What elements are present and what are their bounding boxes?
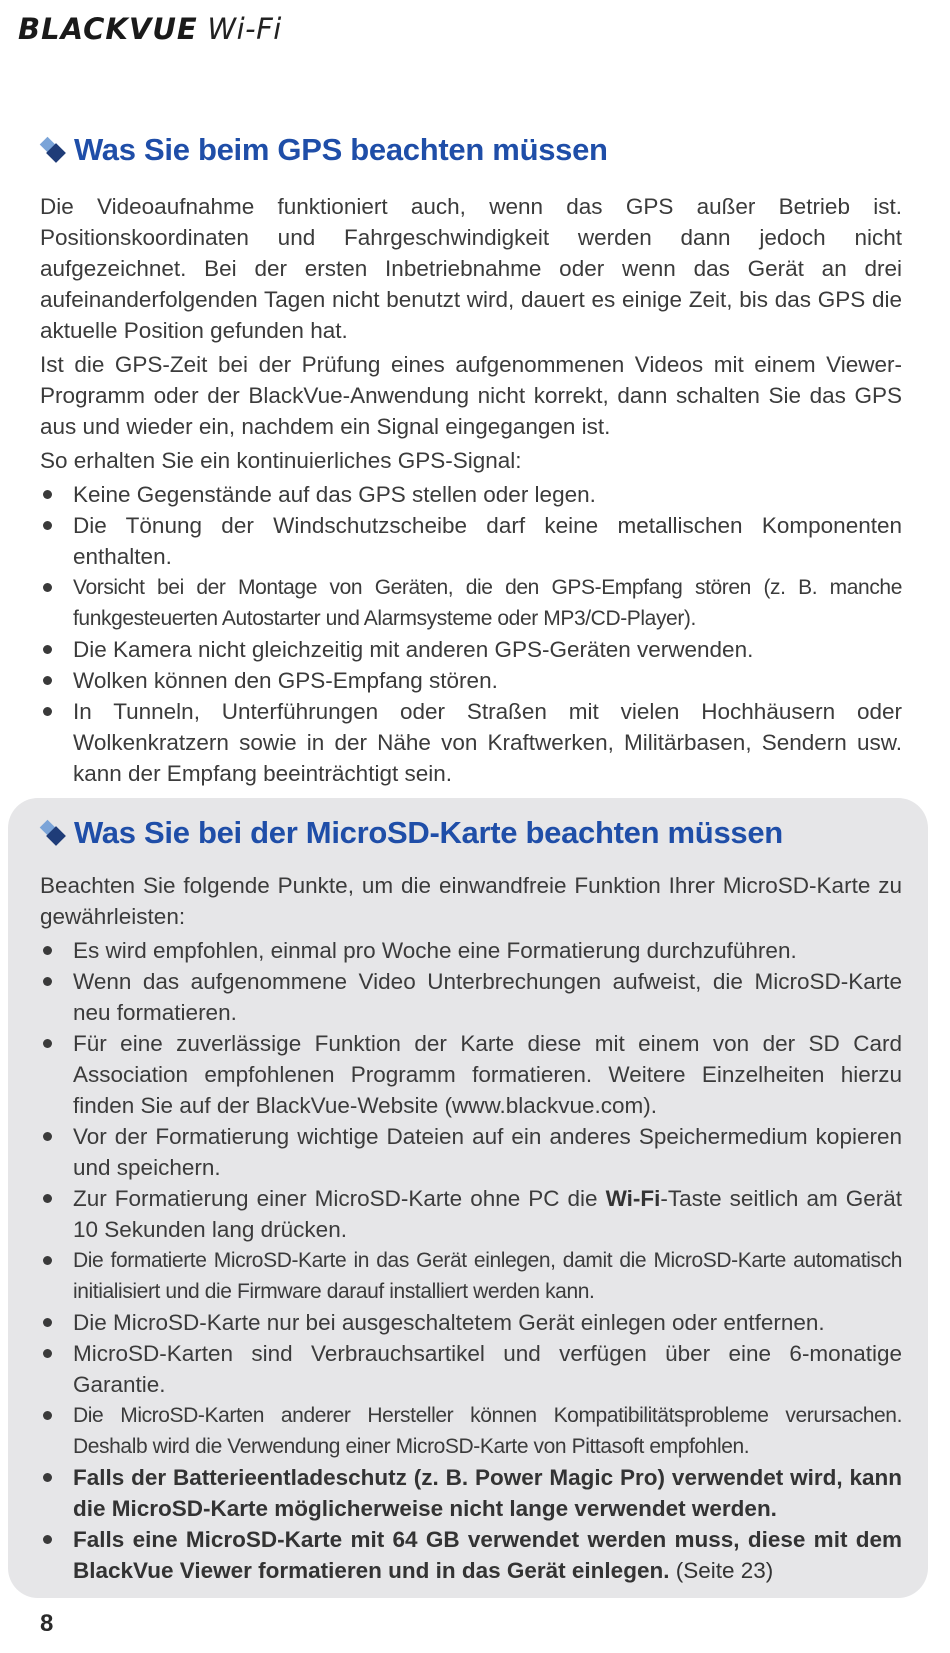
list-item: In Tunneln, Unterführungen oder Straßen mit vielen Hochhäusern oder Wolkenkratzern sowie in der Nähe von Kraftwerken, Militärbasen, Sendern usw. kann der Empfang beeinträchtigt sein. [40, 696, 902, 789]
microsd-section-title: Was Sie bei der MicroSD-Karte beachten müssen [74, 815, 783, 850]
list-item-bold: Falls der Batterieentladeschutz (z. B. Power Magic Pro) verwendet wird, kann die MicroSD-Karte möglicherweise nicht lange verwendet werden. [40, 1462, 902, 1524]
brand-name: BLACKVUE [18, 12, 198, 46]
page-number: 8 [40, 1610, 54, 1637]
brand-logo [18, 12, 282, 46]
list-item: Die formatierte MicroSD-Karte in das Gerät einlegen, damit die MicroSD-Karte automatisch initialisiert und die Firmware darauf installiert werden kann. [40, 1245, 902, 1307]
brand-suffix: Wi-Fi [207, 12, 282, 46]
list-item: MicroSD-Karten sind Verbrauchsartikel und verfügen über eine 6-monatige Garantie. [40, 1338, 902, 1400]
list-item: Die Tönung der Windschutzscheibe darf keine metallischen Komponenten enthalten. [40, 510, 902, 572]
gps-section-title: Was Sie beim GPS beachten müssen [74, 132, 608, 167]
gps-paragraph-2: Ist die GPS-Zeit bei der Prüfung eines aufgenommenen Videos mit einem Viewer-Programm oder der BlackVue-Anwendung nicht korrekt, dann schalten Sie das GPS aus und wieder ein, nachdem ein Signal eingegangen ist. [40, 352, 902, 439]
list-item-wifi [40, 1183, 902, 1245]
list-item: Vor der Formatierung wichtige Dateien auf ein anderes Speichermedium kopieren und speichern. [40, 1121, 902, 1183]
list-item: Die MicroSD-Karte nur bei ausgeschaltetem Gerät einlegen oder entfernen. [40, 1307, 902, 1338]
list-item: Wenn das aufgenommene Video Unterbrechungen aufweist, die MicroSD-Karte neu formatieren. [40, 966, 902, 1028]
list-item: Es wird empfohlen, einmal pro Woche eine Formatierung durchzuführen. [40, 935, 902, 966]
list-item: Wolken können den GPS-Empfang stören. [40, 665, 902, 696]
list-item: Für eine zuverlässige Funktion der Karte diese mit einem von der SD Card Association empfohlenen Programm formatieren. Weitere Einzelheiten hierzu finden Sie auf der BlackVue-Website (www.blackvue.com). [40, 1028, 902, 1121]
microsd-section-body [40, 870, 902, 1586]
microsd-section-heading [38, 815, 783, 851]
list-item: Vorsicht bei der Montage von Geräten, die den GPS-Empfang stören (z. B. manche funkgesteuerten Autostarter und Alarmsysteme oder MP3/CD-Player). [40, 572, 902, 634]
list-item: Die MicroSD-Karten anderer Hersteller können Kompatibilitätsprobleme verursachen. Deshalb wird die Verwendung einer MicroSD-Karte von Pittasoft empfohlen. [40, 1400, 902, 1462]
gps-tips-list [40, 479, 902, 789]
wifi-key-label: Wi-Fi [605, 1186, 661, 1211]
wifi-text-before: Zur Formatierung einer MicroSD-Karte ohne PC die [73, 1186, 606, 1211]
list-item-bold [40, 1524, 902, 1586]
diamond-bullet-icon [38, 818, 68, 848]
microsd-tips-list [40, 935, 902, 1586]
list-item: Die Kamera nicht gleichzeitig mit anderen GPS-Geräten verwenden. [40, 634, 902, 665]
microsd-intro: Beachten Sie folgende Punkte, um die einwandfreie Funktion Ihrer MicroSD-Karte zu gewährleisten: [40, 873, 902, 929]
page-reference: (Seite 23) [669, 1558, 774, 1583]
gps-section-heading [38, 132, 608, 168]
list-item: Keine Gegenstände auf das GPS stellen oder legen. [40, 479, 902, 510]
gps-paragraph-3: So erhalten Sie ein kontinuierliches GPS-Signal: [40, 448, 522, 473]
wifi-text-after: -Taste seitlich am Gerät 10 Sekunden lang drücken. [73, 1186, 903, 1242]
gps-paragraph-1: Die Videoaufnahme funktioniert auch, wenn das GPS außer Betrieb ist. Positionskoordinaten und Fahrgeschwindigkeit werden dann jedoch nicht aufgezeichnet. Bei der ersten Inbetriebnahme oder wenn das Gerät an drei aufeinanderfolgenden Tagen nicht benutzt wird, dauert es einige Zeit, bis das GPS die aktuelle Position gefunden hat. [40, 194, 902, 343]
gps-section-body [40, 191, 902, 789]
diamond-bullet-icon [38, 135, 68, 165]
bold-item-text: Falls eine MicroSD-Karte mit 64 GB verwendet werden muss, diese mit dem BlackVue Viewer formatieren und in das Gerät einlegen. [73, 1527, 902, 1583]
